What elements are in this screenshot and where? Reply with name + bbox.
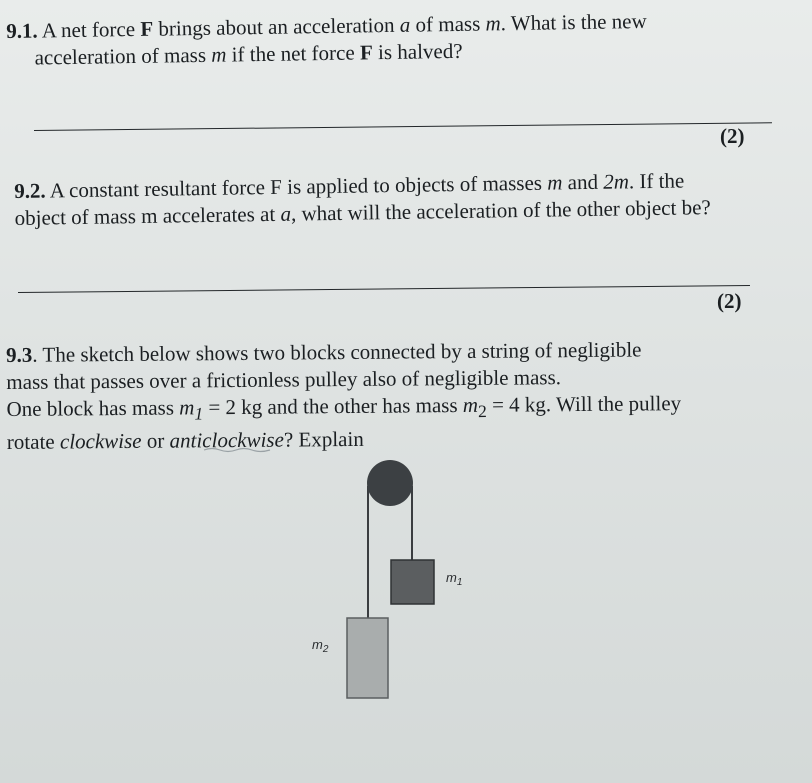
force-symbol: F	[359, 40, 373, 65]
mass-symbol: m	[211, 42, 227, 67]
question-text: and	[562, 169, 604, 195]
mass-symbol: m	[485, 11, 501, 36]
question-text: = 4 kg. Will the pulley	[486, 391, 682, 417]
mass-symbol: m	[462, 392, 479, 418]
question-9-3-line2: mass that passes over a frictionless pulley also of negligible mass.	[6, 365, 562, 394]
question-9-2	[14, 166, 805, 232]
pencil-underline-mark	[202, 446, 272, 454]
mass-symbol: m	[547, 170, 563, 195]
label-m1: $m_1$	[446, 570, 463, 588]
question-text: or	[141, 428, 170, 454]
question-text: One block has mass	[6, 395, 180, 421]
question-number: 9.3	[6, 342, 33, 367]
accel-symbol: a	[399, 12, 411, 37]
question-text: . If the	[628, 168, 685, 194]
block-m1	[391, 560, 434, 604]
mass-symbol: m	[179, 395, 195, 420]
label-m2: $m_2$	[312, 637, 329, 655]
question-text: rotate	[6, 429, 61, 455]
question-text: if the net force	[226, 40, 361, 67]
question-text: A constant resultant force F is applied to objects of masses	[45, 170, 548, 203]
question-9-3	[6, 335, 797, 456]
question-number: 9.2.	[14, 178, 46, 203]
question-text: . What is the new	[500, 8, 647, 36]
question-text: = 2 kg and the other has mass	[203, 393, 463, 420]
question-text: ? Explain	[283, 427, 364, 452]
force-symbol: F	[140, 16, 154, 41]
clockwise-term: clockwise	[59, 429, 142, 454]
question-text: brings about an acceleration	[152, 12, 400, 41]
question-9-1	[6, 6, 787, 72]
question-text: A net force	[37, 16, 141, 43]
question-text: , what will the acceleration of the other object be?	[290, 195, 711, 226]
marks-9-2: (2)	[717, 289, 742, 313]
mass-subscript: 1	[194, 403, 204, 424]
answer-line-9-1[interactable]	[34, 122, 772, 131]
question-text: object of mass m accelerates at	[14, 201, 281, 230]
question-number: 9.1.	[6, 18, 38, 43]
question-text: . The sketch below shows two blocks connected by a string of negligible	[32, 337, 642, 367]
block-m2	[347, 618, 388, 698]
anticlockwise-term: anticlockwise	[169, 427, 284, 453]
pulley-wheel	[367, 460, 413, 506]
question-text: is halved?	[372, 38, 463, 65]
question-text: of mass	[410, 11, 486, 37]
question-text: acceleration of mass	[34, 42, 212, 70]
accel-symbol: a	[280, 201, 292, 226]
mass-subscript: 2	[477, 400, 487, 422]
pulley-diagram	[300, 450, 480, 720]
marks-9-1: (2)	[720, 124, 745, 148]
answer-line-9-2[interactable]	[18, 285, 750, 293]
mass-symbol: 2m	[603, 169, 630, 194]
